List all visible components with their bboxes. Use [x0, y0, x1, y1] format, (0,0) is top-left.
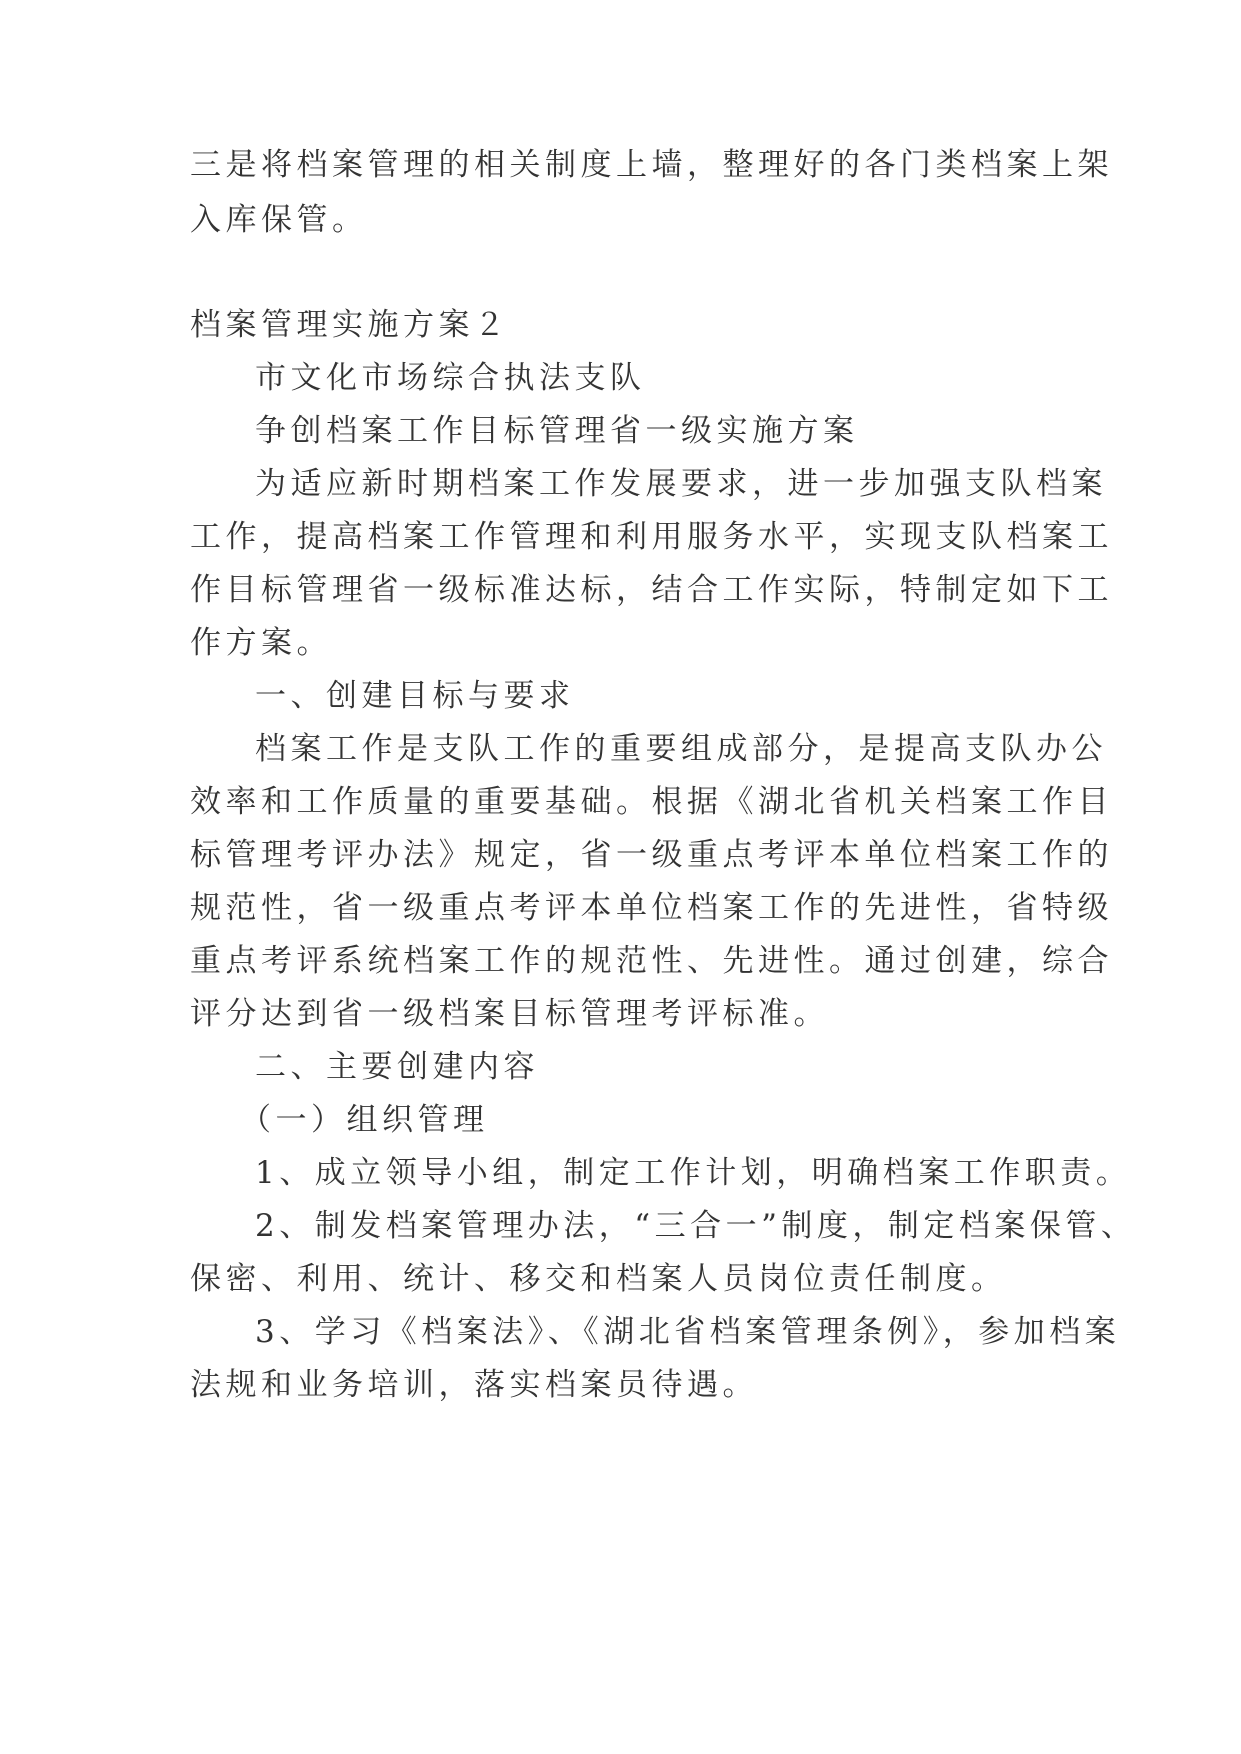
list-item: 3、学习《档案法》、《湖北省档案管理条例》，参加档案 — [255, 1314, 1121, 1350]
paragraph-line: 作方案。 — [190, 625, 332, 661]
section-heading: 一、创建目标与要求 — [255, 678, 575, 714]
section-heading: 二、主要创建内容 — [255, 1049, 539, 1085]
paragraph-line: 评分达到省一级档案目标管理考评标准。 — [190, 996, 829, 1032]
paragraph-line: 法规和业务培训，落实档案员待遇。 — [190, 1367, 758, 1403]
paragraph-line: 重点考评系统档案工作的规范性、先进性。通过创建，综合 — [190, 943, 1113, 979]
list-item: 2、制发档案管理办法，“三合一”制度，制定档案保管、 — [255, 1208, 1137, 1244]
paragraph-line: 三是将档案管理的相关制度上墙，整理好的各门类档案上架 — [190, 147, 1113, 183]
document-issuer: 市文化市场综合执法支队 — [255, 360, 646, 396]
list-item: 1、成立领导小组，制定工作计划，明确档案工作职责。 — [255, 1155, 1132, 1191]
paragraph-line: 规范性，省一级重点考评本单位档案工作的先进性，省特级 — [190, 890, 1113, 926]
paragraph-line: 效率和工作质量的重要基础。根据《湖北省机关档案工作目 — [190, 784, 1113, 820]
paragraph-line: 档案工作是支队工作的重要组成部分，是提高支队办公 — [255, 731, 1107, 767]
document-title: 争创档案工作目标管理省一级实施方案 — [255, 413, 859, 449]
paragraph-line: 为适应新时期档案工作发展要求，进一步加强支队档案 — [255, 466, 1107, 502]
paragraph-line: 保密、利用、统计、移交和档案人员岗位责任制度。 — [190, 1261, 1007, 1297]
subsection-heading: （一）组织管理 — [240, 1102, 489, 1138]
section-heading: 档案管理实施方案２ — [190, 307, 510, 343]
paragraph-line: 入库保管。 — [190, 202, 368, 238]
paragraph-line: 作目标管理省一级标准达标，结合工作实际，特制定如下工 — [190, 572, 1113, 608]
paragraph-line: 工作，提高档案工作管理和利用服务水平，实现支队档案工 — [190, 519, 1113, 555]
paragraph-line: 标管理考评办法》规定，省一级重点考评本单位档案工作的 — [190, 837, 1113, 873]
